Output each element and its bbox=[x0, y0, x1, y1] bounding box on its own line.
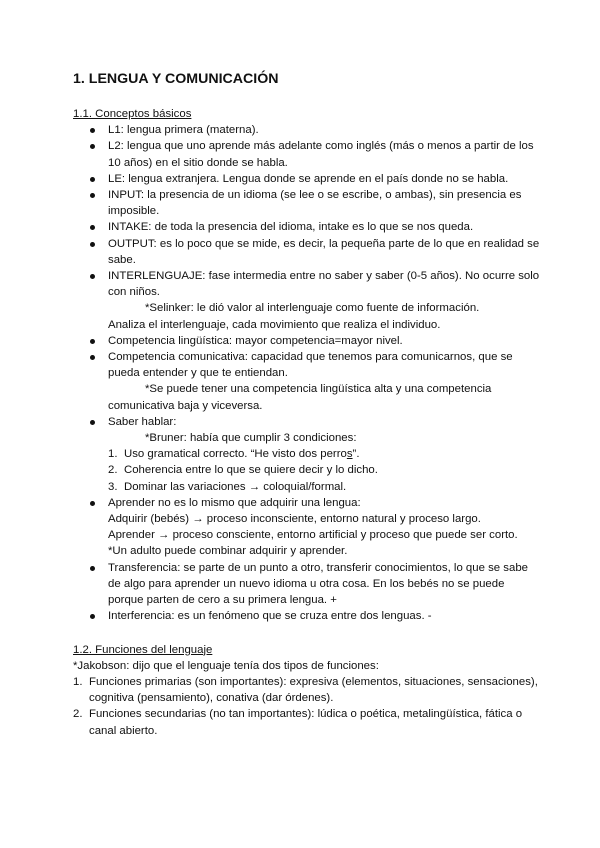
note-continuation: Analiza el interlenguaje, cada movimiento que realiza el individuo. bbox=[108, 318, 441, 331]
note: *Selinker: le dió valor al interlenguaje como fuente de información. bbox=[145, 302, 480, 315]
list-item: INPUT: la presencia de un idioma (se lee o se escribe, o ambas), sin presencia es imposible. bbox=[73, 187, 543, 219]
list-item: Transferencia: se parte de un punto a otro, transferir conocimientos, lo que se sabe de algo para aprender un nuevo idioma u otra cosa. En los bebés no se puede porque parten de cero a su primera lengua. + bbox=[73, 560, 543, 609]
list-item: 1. Funciones primarias (son importantes): expresiva (elementos, situaciones, sensaciones), cognitiva (pensamiento), conativa (dar órdenes). bbox=[73, 675, 538, 705]
concepts-list bbox=[73, 122, 543, 624]
list-item: Competencia lingüística: mayor competencia=mayor nivel. bbox=[73, 333, 543, 349]
list-item: 1. Uso gramatical correcto. “He visto dos perros”. bbox=[108, 448, 360, 461]
note: *Bruner: había que cumplir 3 condiciones: bbox=[145, 432, 357, 445]
note-continuation: comunicativa baja y viceversa. bbox=[108, 399, 263, 412]
list-item: L1: lengua primera (materna). bbox=[73, 122, 543, 138]
list-item: 3. Dominar las variaciones → coloquial/formal. bbox=[108, 480, 347, 493]
note: *Se puede tener una competencia lingüística alta y una competencia bbox=[145, 383, 492, 396]
section-intro: *Jakobson: dijo que el lenguaje tenía dos tipos de funciones: bbox=[73, 659, 379, 672]
list-item: INTERLENGUAJE: fase intermedia entre no saber y saber (0-5 años). No ocurre solo con niños. *Selinker: le dió valor al interlenguaje como fuente de información. Analiza el interlenguaje, cada movimiento que realiza el individuo. bbox=[73, 268, 543, 333]
list-item: Competencia comunicativa: capacidad que tenemos para comunicarnos, que se pueda entender y que te entiendan. *Se puede tener una competencia lingüística alta y una competencia comunicativa baja y viceversa. bbox=[73, 349, 543, 414]
section-heading-funciones: 1.2. Funciones del lenguaje bbox=[73, 643, 213, 656]
list-item: 2. Funciones secundarias (no tan importantes): lúdica o poética, metalingüística, fática o canal abierto. bbox=[73, 708, 523, 737]
conditions-list bbox=[108, 446, 543, 495]
list-item: L2: lengua que uno aprende más adelante como inglés (más o menos a partir de los 10 años) en el sitio donde se habla. bbox=[73, 138, 543, 170]
list-item: OUTPUT: es lo poco que se mide, es decir, la pequeña parte de lo que en realidad se sabe. bbox=[73, 236, 543, 268]
list-item: 2. Coherencia entre lo que se quiere decir y lo dicho. bbox=[108, 464, 378, 477]
section-heading-conceptos: 1.1. Conceptos básicos bbox=[73, 108, 192, 120]
list-item: Aprender no es lo mismo que adquirir una lengua: Adquirir (bebés) → proceso inconsciente, entorno natural y proceso largo. Aprender → proceso consciente, entorno artificial y proceso que puede ser corto. *Un adulto puede combinar adquirir y aprender. bbox=[73, 495, 543, 560]
list-item: Interferencia: es un fenómeno que se cruza entre dos lenguas. - bbox=[73, 608, 543, 624]
document-page bbox=[73, 70, 543, 739]
list-item: Saber hablar: *Bruner: había que cumplir 3 condiciones: 1. Uso gramatical correcto. “He visto dos perros”. 2. Coherencia entre lo que se quiere decir y lo dicho. 3. Dominar las variaciones → coloquial/formal. bbox=[73, 414, 543, 495]
list-item: LE: lengua extranjera. Lengua donde se aprende en el país donde no se habla. bbox=[73, 171, 543, 187]
list-item: INTAKE: de toda la presencia del idioma, intake es lo que se nos queda. bbox=[73, 219, 543, 235]
functions-list bbox=[73, 674, 543, 739]
document-title: 1. LENGUA Y COMUNICACIÓN bbox=[73, 71, 279, 87]
